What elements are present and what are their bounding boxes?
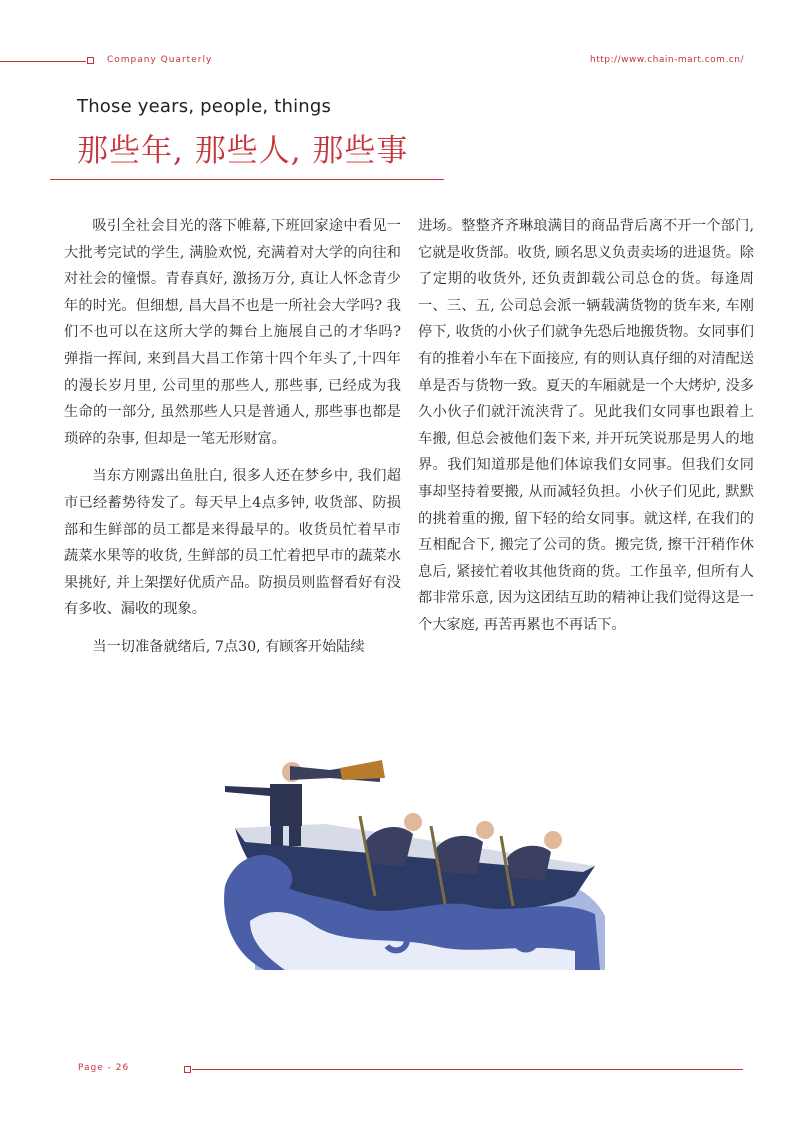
article-paragraph: 吸引全社会目光的落下帷幕,下班回家途中看见一大批考完试的学生, 满脸欢悦, 充满着对大学的向往和对社会的憧憬。青春真好, 激扬万分, 真让人怀念青少年的时光。但细想, 昌大昌不也是一所社会大学吗? 我们不也可以在这所大学的舞台上施展自己的才华吗? 弹指一挥间, 来到昌大昌工作第十四个年头了,十四年的漫长岁月里, 公司里的那些人, 那些事, 已经成为我生命的一部分, 虽然那些人只是普通人, 那些事也都是琐碎的杂事, 但却是一笔无形财富。 [64, 218, 401, 447]
header-rule-left [0, 61, 86, 62]
boat-waves-illustration [195, 746, 615, 970]
header-website-url: http://www.chain-mart.com.cn/ [590, 55, 744, 65]
article-paragraph: 当东方刚露出鱼肚白, 很多人还在梦乡中, 我们超市已经蓄势待发了。每天早上4点多钟, 收货部、防损部和生鲜部的员工都是来得最早的。收货员忙着早市蔬菜水果等的收货, 生鲜部的员工忙着把早市的蔬菜水果挑好, 并上架摆好优质产品。防损员则监督看好有没有多收、漏收的现象。 [64, 468, 401, 618]
article-title-english: Those years, people, things [77, 96, 332, 117]
title-underline [50, 179, 444, 180]
page-number: Page - 26 [78, 1063, 130, 1073]
article-column-left [64, 213, 401, 672]
article-paragraph: 当一切准备就绪后, 7点30, 有顾客开始陆续 [92, 638, 365, 655]
article-title-chinese: 那些年, 那些人, 那些事 [77, 133, 409, 169]
footer-rule [192, 1069, 743, 1070]
footer-square-marker [184, 1066, 191, 1073]
article-column-right [418, 213, 754, 639]
article-paragraph-continued: 进场。整整齐齐琳琅满目的商品背后离不开一个部门, 它就是收货部。收货, 顾名思义负责卖场的进退货。除了定期的收货外, 还负责卸载公司总仓的货。每逢周一、三、五, 公司总会派一辆载满货物的货车来, 车刚停下, 收货的小伙子们就争先恐后地搬货物。女同事们有的推着小车在下面接应, 有的则认真仔细的对清配送单是否与货物一致。夏天的车厢就是一个大烤炉, 没多久小伙子们就汗流浃背了。见此我们女同事也跟着上车搬, 但总会被他们轰下来, 并开玩笑说那是男人的地界。我们知道那是他们体谅我们女同事。但我们女同事却坚持着要搬, 从而减轻负担。小伙子们见此, 默默的挑着重的搬, 留下轻的给女同事。就这样, 在我们的互相配合下, 搬完了公司的货。搬完货, 擦干汗稍作休息后, 紧接忙着收其他货商的货。工作虽辛, 但所有人都非常乐意, 因为这团结互助的精神让我们觉得这是一个大家庭, 再苦再累也不再话下。 [418, 218, 754, 633]
header-square-marker [87, 57, 94, 64]
header-publication-label: Company Quarterly [107, 55, 213, 65]
